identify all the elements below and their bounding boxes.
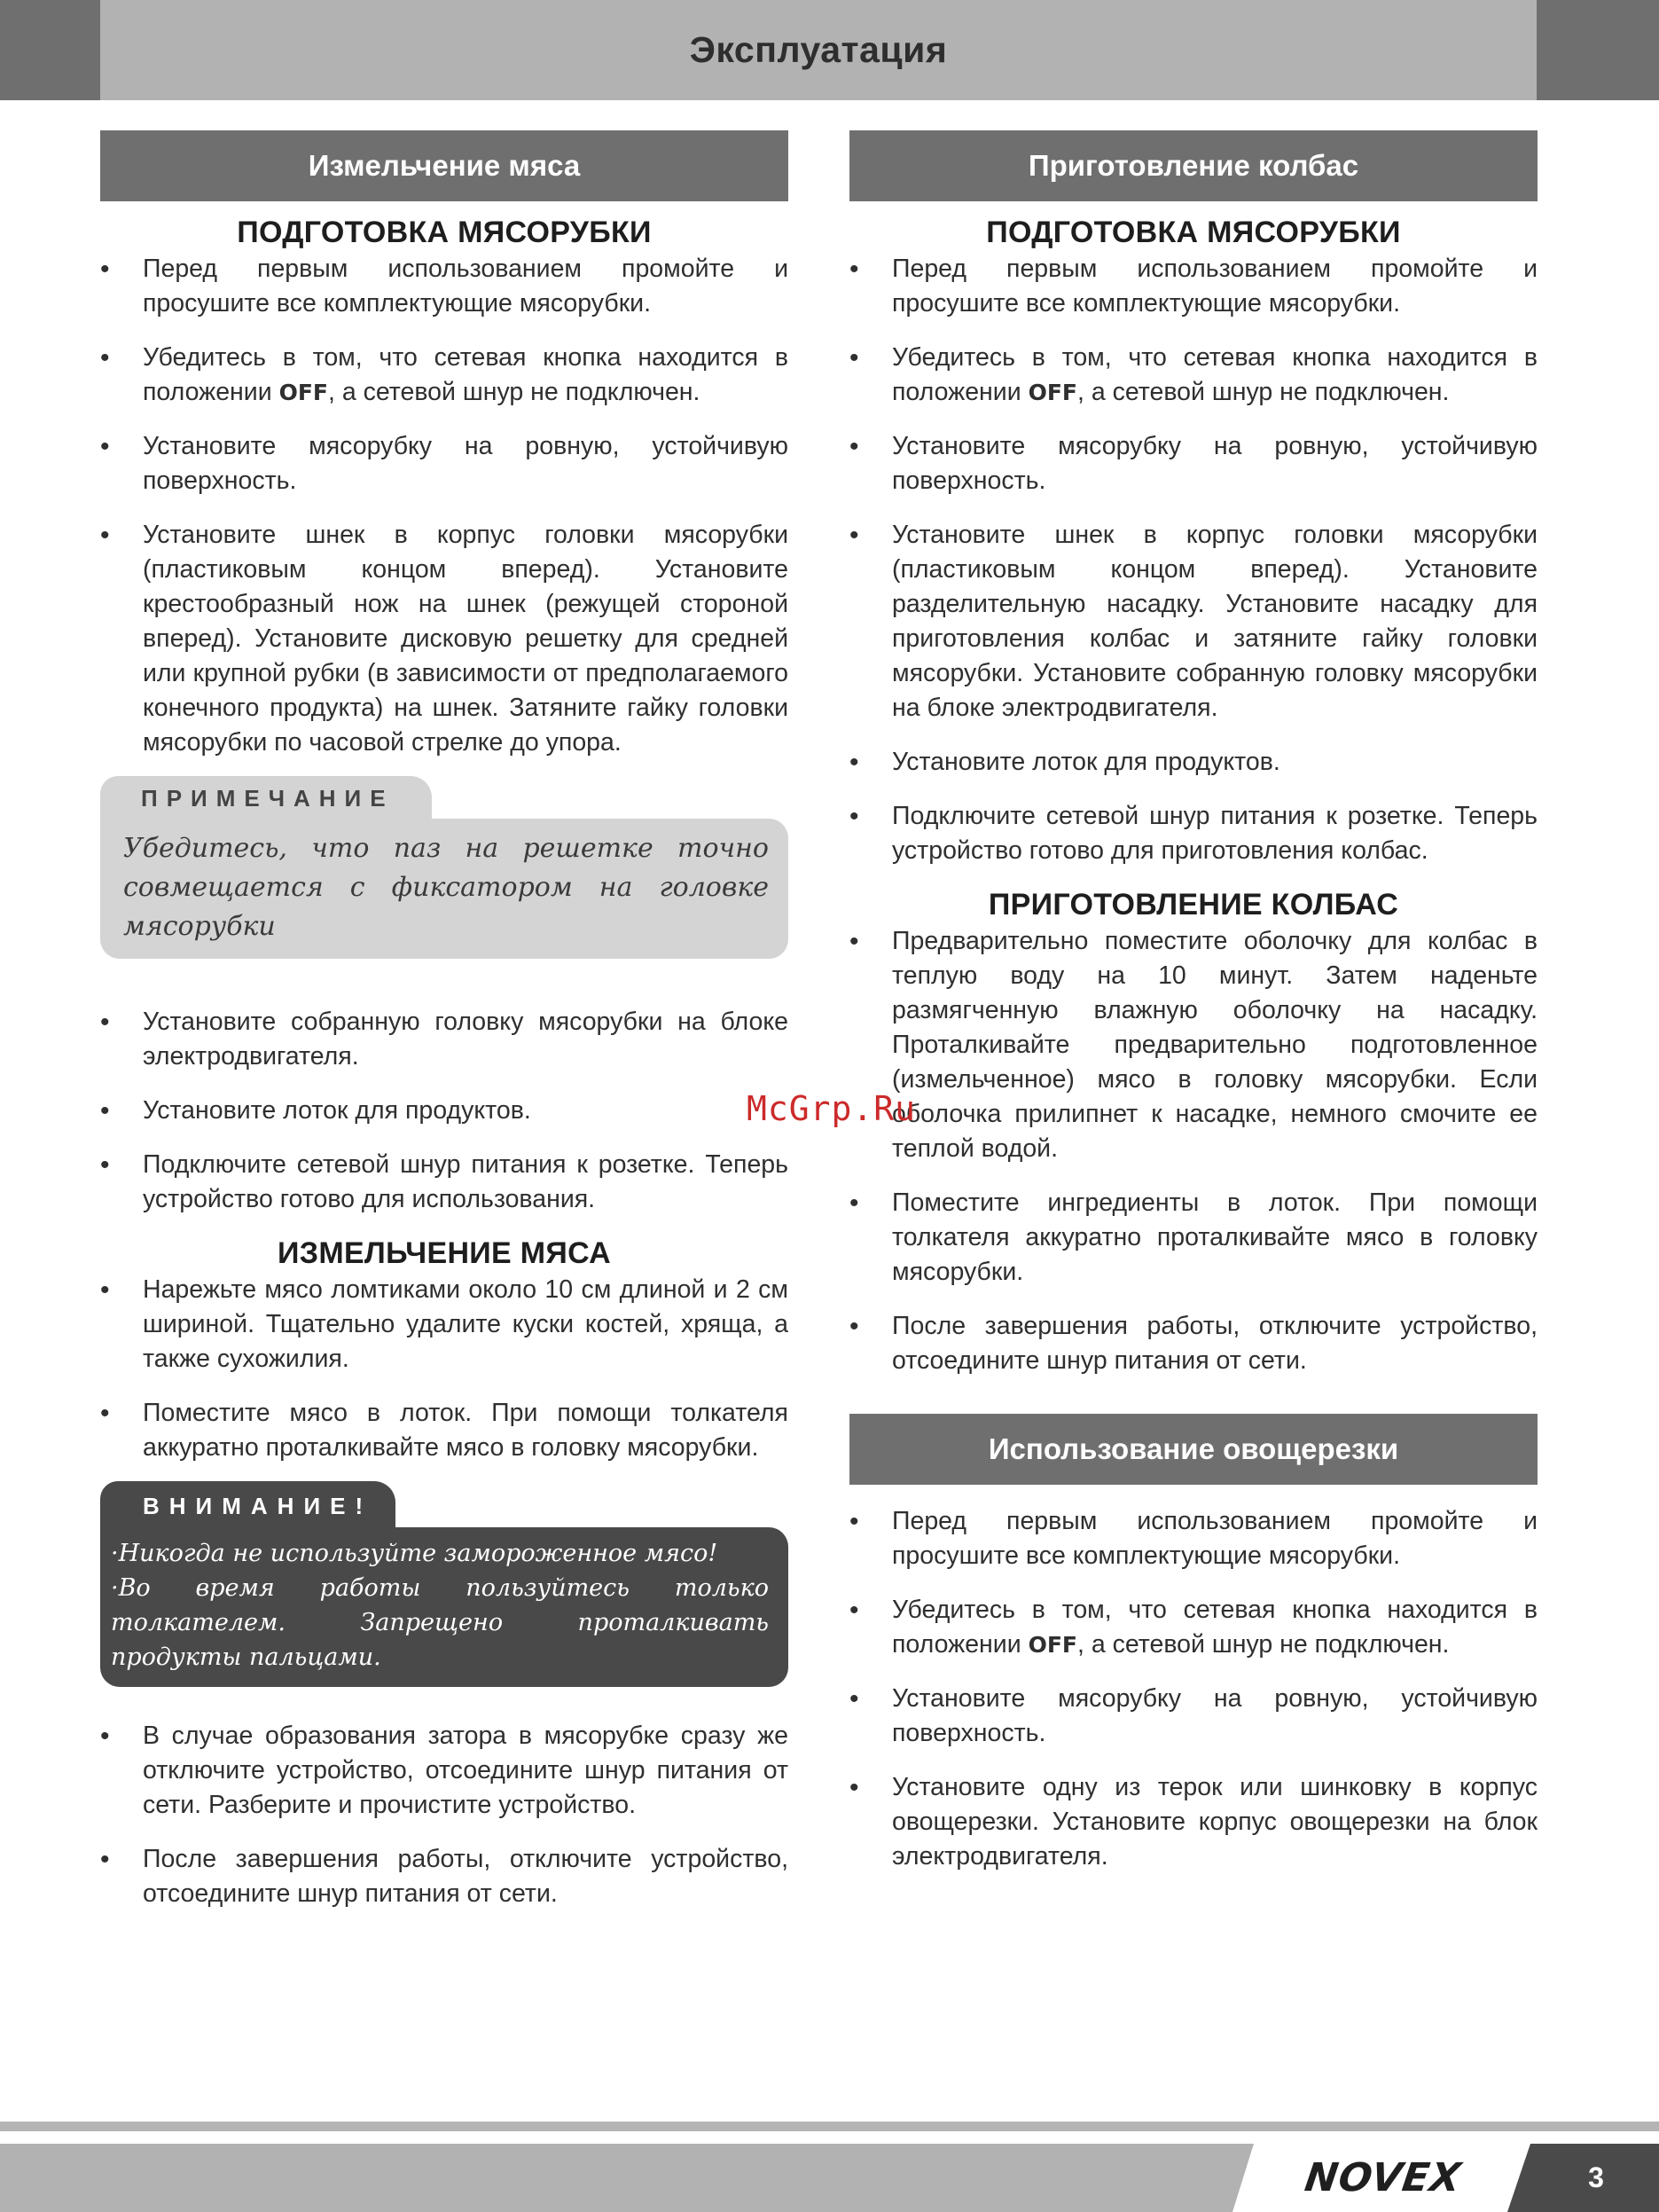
list-item: • Установите лоток для продуктов. xyxy=(100,1094,788,1128)
footer-line xyxy=(0,2122,1659,2131)
list-item: • Установите мясорубку на ровную, устойчивую поверхность. xyxy=(849,429,1538,498)
list-item: • Установите лоток для продуктов. xyxy=(849,745,1538,780)
page-title: Эксплуатация xyxy=(689,29,948,70)
list-item: • Подключите сетевой шнур питания к розетке. Теперь устройство готово для использования. xyxy=(100,1148,788,1217)
sausage-making-list xyxy=(849,924,1538,1378)
note-text: Убедитесь, что паз на решетке точно совмещается с фиксатором на головке мясорубки xyxy=(100,819,788,959)
warning-box xyxy=(100,1481,788,1687)
right-column xyxy=(849,130,1538,1894)
off-label: OFF xyxy=(278,380,328,405)
list-item: • В случае образования затора в мясорубке сразу же отключите устройство, отсоедините шнур питания от сети. Разберите и прочистите устройство. xyxy=(100,1719,788,1823)
warning-line: ·Во время работы пользуйтесь только толкателем. Запрещено проталкивать продукты пальцами. xyxy=(111,1574,769,1671)
list-item: • После завершения работы, отключите устройство, отсоедините шнур питания от сети. xyxy=(849,1309,1538,1378)
setup-list xyxy=(100,1005,788,1217)
left-column xyxy=(100,130,788,1931)
section-title-meat-grinding: Измельчение мяса xyxy=(100,130,788,201)
page-header xyxy=(100,0,1537,100)
list-item: • Установите мясорубку на ровную, устойчивую поверхность. xyxy=(100,429,788,498)
subheading-grinding: ИЗМЕЛЬЧЕНИЕ МЯСА xyxy=(278,1236,611,1270)
list-item: • Установите шнек в корпус головки мясорубки (пластиковым концом вперед). Установите разделительную насадку. Установите насадку для приготовления колбас и затяните гайку головки мясорубки. Установите собранную головку мясорубки на блоке электродвигателя. xyxy=(849,518,1538,726)
list-item: • Установите одну из терок или шинковку в корпус овощерезки. Установите корпус овощерезки на блок электродвигателя. xyxy=(849,1770,1538,1874)
note-label: ПРИМЕЧАНИЕ xyxy=(100,776,432,820)
watermark: McGrp.Ru xyxy=(747,1089,917,1128)
page-number: 3 xyxy=(1588,2161,1604,2193)
section-title-vegetable-cutter: Использование овощерезки xyxy=(849,1414,1538,1485)
section-title-sausages: Приготовление колбас xyxy=(849,130,1538,201)
grinding-list xyxy=(100,1273,788,1465)
list-item: • Перед первым использованием промойте и просушите все комплектующие мясорубки. xyxy=(849,252,1538,321)
vegetable-cutter-list xyxy=(849,1504,1538,1874)
list-item: • Предварительно поместите оболочку для колбас в теплую воду на 10 минут. Затем наденьте размягченную влажную оболочку на насадку. Проталкивайте предварительно подготовленное (измельченное) мясо в головку мясорубки. Если оболочка прилипнет к насадке, немного смочите ее теплой водой. xyxy=(849,924,1538,1166)
list-item: • Нарежьте мясо ломтиками около 10 см длиной и 2 см шириной. Тщательно удалите куски костей, хряща, а также сухожилия. xyxy=(100,1273,788,1377)
list-item: • Убедитесь в том, что сетевая кнопка находится в положении OFF, а сетевой шнур не подключен. xyxy=(849,1593,1538,1662)
subheading-preparation: ПОДГОТОВКА МЯСОРУБКИ xyxy=(237,216,652,249)
list-item: • Подключите сетевой шнур питания к розетке. Теперь устройство готово для приготовления колбас. xyxy=(849,799,1538,868)
list-item: • После завершения работы, отключите устройство, отсоедините шнур питания от сети. xyxy=(100,1842,788,1911)
subheading-preparation: ПОДГОТОВКА МЯСОРУБКИ xyxy=(986,216,1401,249)
brand-logo: NOVEX xyxy=(1302,2154,1465,2200)
list-item: • Установите собранную головку мясорубки на блоке электродвигателя. xyxy=(100,1005,788,1074)
list-item: • Поместите ингредиенты в лоток. При помощи толкателя аккуратно проталкивайте мясо в головку мясорубки. xyxy=(849,1186,1538,1290)
list-item: • Убедитесь в том, что сетевая кнопка находится в положении OFF, а сетевой шнур не подключен. xyxy=(100,341,788,410)
warning-line: ·Никогда не используйте замороженное мясо! xyxy=(111,1540,718,1567)
list-item: • Поместите мясо в лоток. При помощи толкателя аккуратно проталкивайте мясо в головку мясорубки. xyxy=(100,1396,788,1465)
off-label: OFF xyxy=(1028,1632,1077,1658)
list-item: • Перед первым использованием промойте и просушите все комплектующие мясорубки. xyxy=(100,252,788,321)
subheading-sausage-making: ПРИГОТОВЛЕНИЕ КОЛБАС xyxy=(988,888,1399,922)
list-item: • Перед первым использованием промойте и просушите все комплектующие мясорубки. xyxy=(849,1504,1538,1573)
warning-text xyxy=(100,1527,788,1687)
preparation-list xyxy=(100,252,788,760)
header-right-block xyxy=(1537,0,1659,100)
list-item: • Установите шнек в корпус головки мясорубки (пластиковым концом вперед). Установите крестообразный нож на шнек (режущей стороной вперед). Установите дисковую решетку для средней или крупной рубки (в зависимости от предполагаемого конечного продукта) на шнек. Затяните гайку головки мясорубки по часовой стрелке до упора. xyxy=(100,518,788,760)
troubleshooting-list xyxy=(100,1719,788,1911)
off-label: OFF xyxy=(1028,380,1077,405)
list-item: • Убедитесь в том, что сетевая кнопка находится в положении OFF, а сетевой шнур не подключен. xyxy=(849,341,1538,410)
list-item: • Установите мясорубку на ровную, устойчивую поверхность. xyxy=(849,1682,1538,1751)
warning-label: ВНИМАНИЕ! xyxy=(100,1481,395,1529)
header-left-block xyxy=(0,0,100,100)
sausage-preparation-list xyxy=(849,252,1538,868)
note-box xyxy=(100,776,788,959)
